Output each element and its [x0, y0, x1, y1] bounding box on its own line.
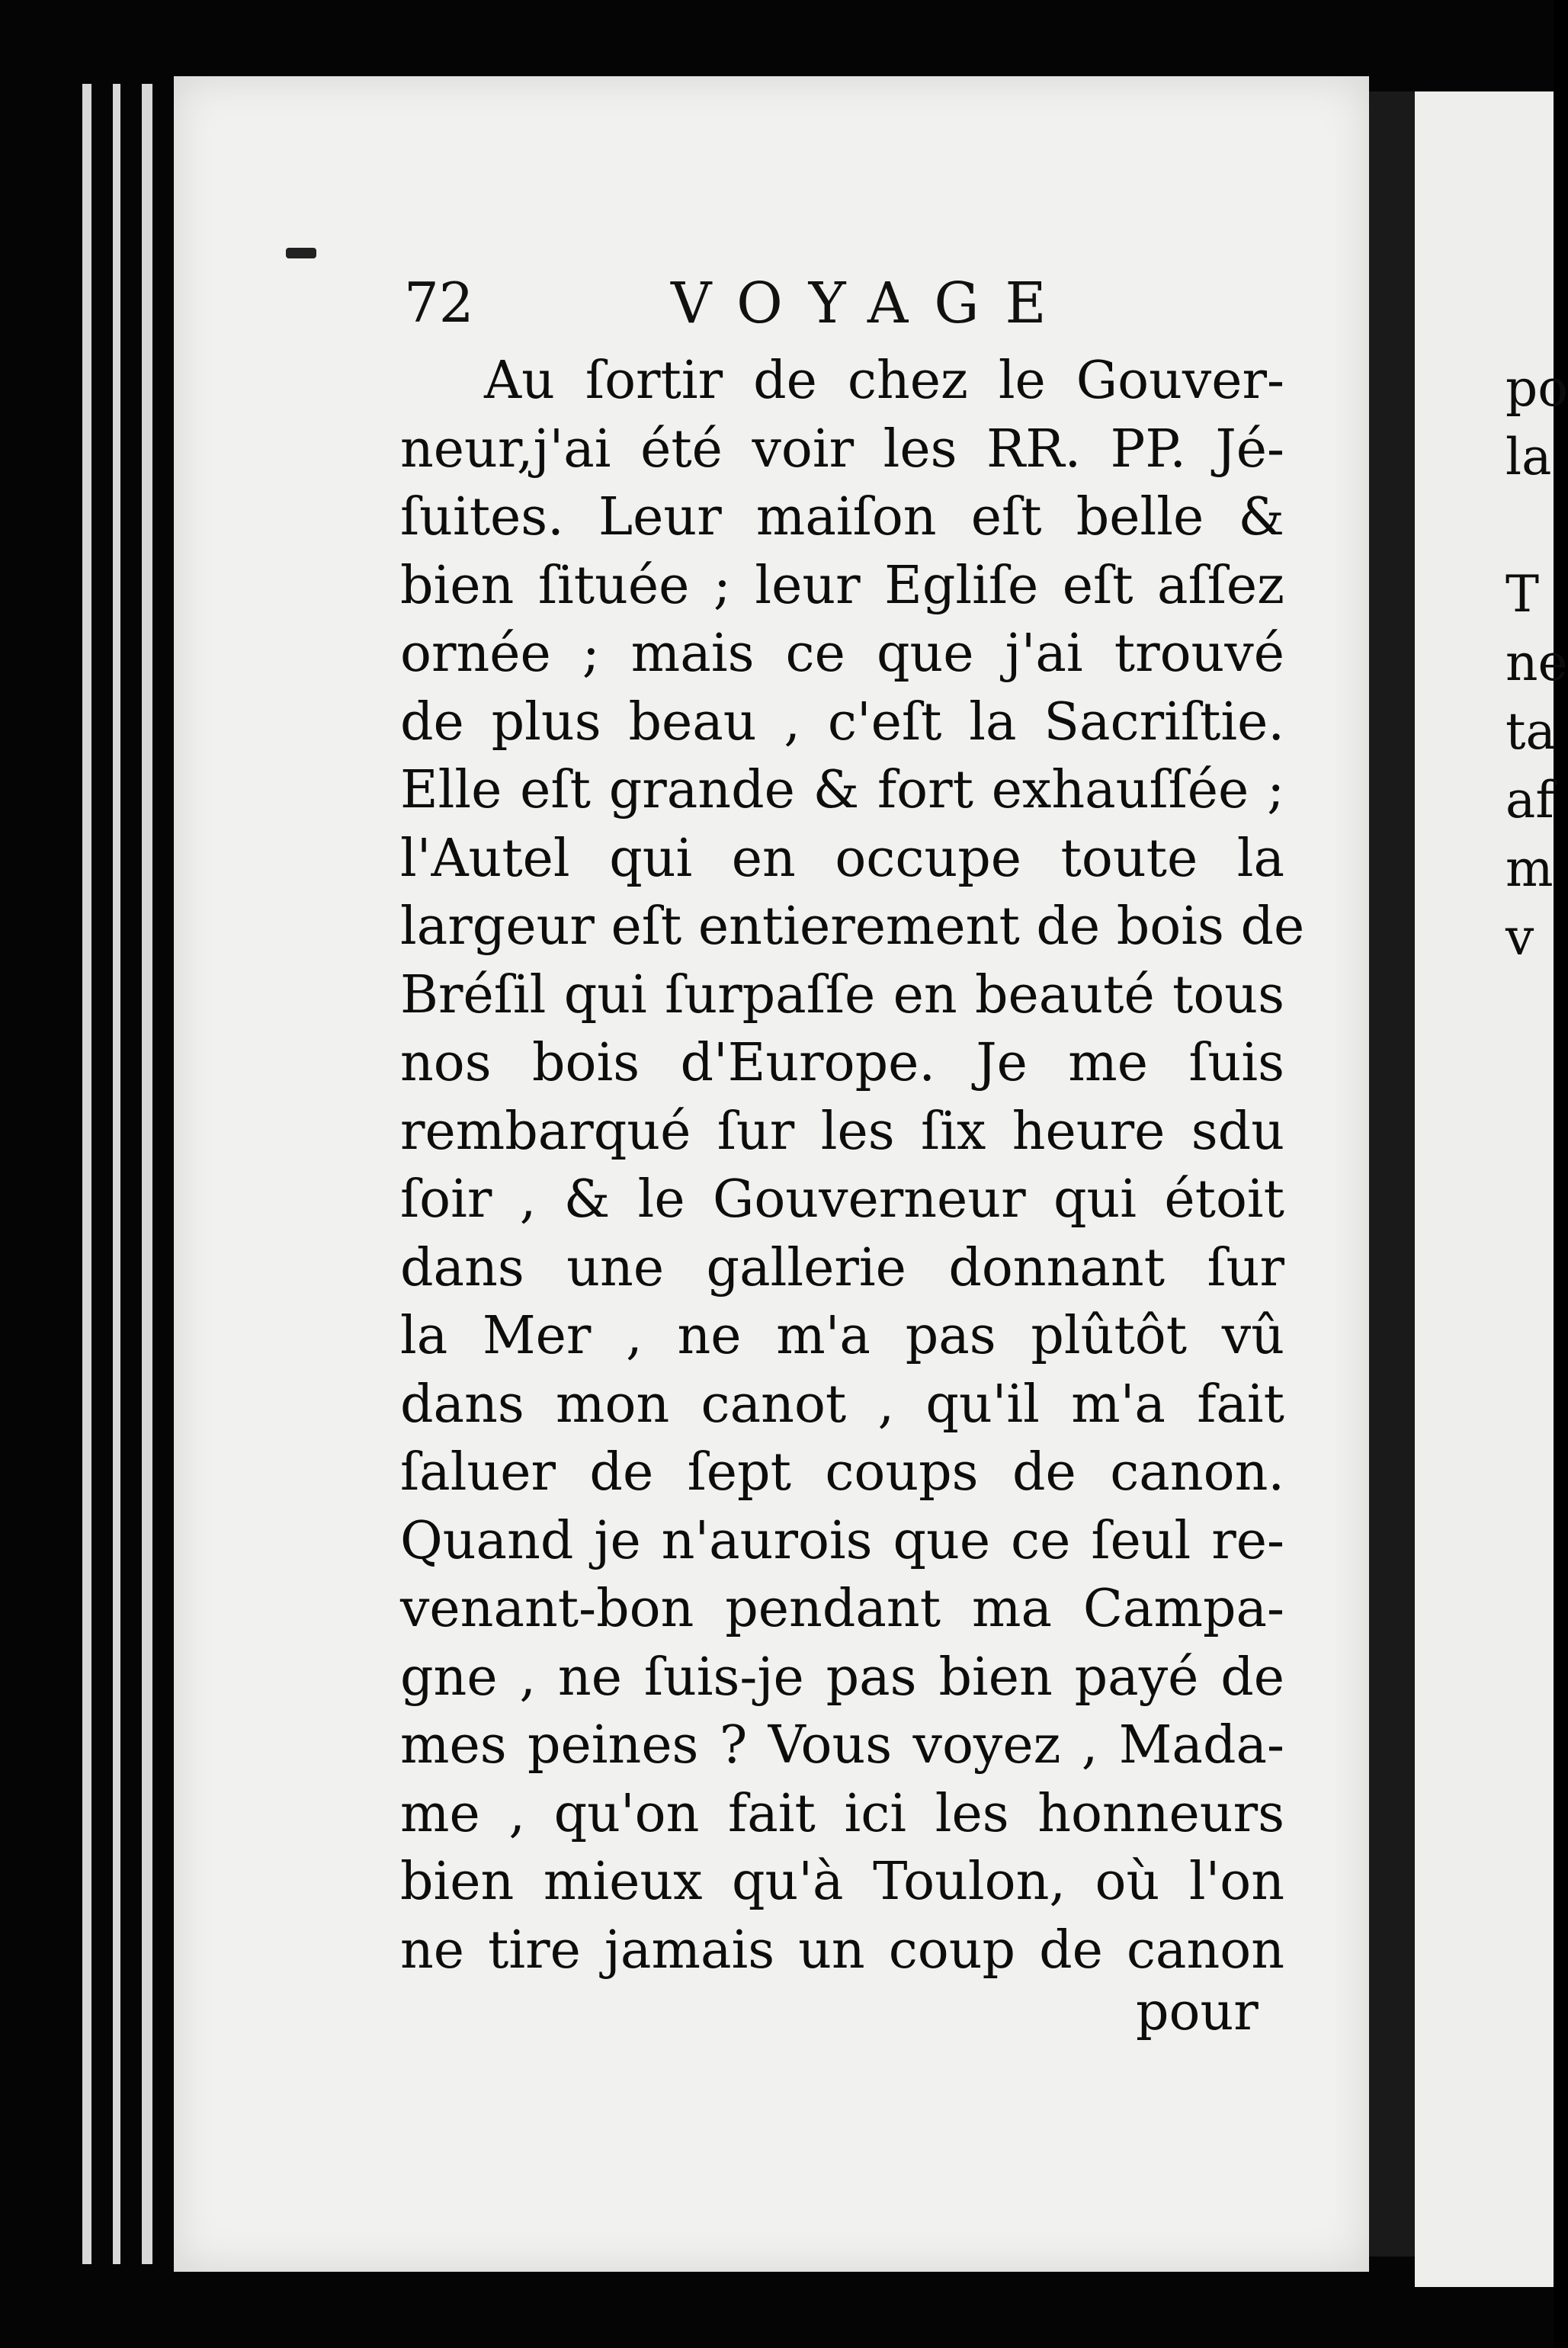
text-line: la Mer , ne m'a pas plûtôt vû	[400, 1306, 1284, 1366]
text-line: l'Autel qui en occupe toute la	[400, 828, 1284, 889]
text-line: dans mon canot , qu'il m'a fait	[400, 1374, 1284, 1435]
text-line: ne tire jamais un coup de canon	[400, 1920, 1284, 1981]
text-line: largeur eſt entierement de bois de	[400, 897, 1305, 957]
text-line: ſaluer de ſept coups de canon.	[400, 1442, 1284, 1503]
text-line: me , qu'on fait ici les honneurs	[400, 1783, 1284, 1844]
text-line: Elle eſt grande & fort exhauſſée ;	[400, 760, 1284, 820]
page-number: 72	[404, 271, 474, 335]
book-edge-stripe	[113, 84, 120, 2264]
text-line: mes peines ? Vous voyez , Mada-	[400, 1715, 1284, 1775]
text-line: Bréſil qui ſurpaſſe en beauté tous	[400, 964, 1284, 1025]
body-text	[400, 347, 1305, 1984]
text-line: venant-bon pendant ma Campa-	[400, 1579, 1284, 1639]
text-line: neur,j'ai été voir les RR. PP. Jé-	[400, 419, 1284, 480]
running-title: VOYAGE	[671, 271, 1073, 336]
page-gutter	[1369, 91, 1415, 2257]
text-line: ſuites. Leur maiſon eſt belle &	[400, 487, 1284, 547]
book-edge-stripe	[82, 84, 91, 2264]
text-line: bien mieux qu'à Toulon, où l'on	[400, 1852, 1284, 1912]
text-line: bien ſituée ; leur Egliſe eſt aſſez	[400, 555, 1284, 616]
text-line: nos bois d'Europe. Je me ſuis	[400, 1033, 1284, 1093]
text-line: de plus beau , c'eſt la Sacriſtie.	[400, 691, 1284, 752]
facing-page-fragment: m	[1505, 839, 1554, 898]
facing-page-fragment: af	[1505, 771, 1554, 829]
facing-page-fragment: ta	[1505, 702, 1556, 761]
text-line: ſoir , & le Gouverneur qui étoit	[400, 1169, 1284, 1230]
running-head	[404, 271, 1303, 354]
text-line: dans une gallerie donnant ſur	[400, 1237, 1284, 1298]
facing-page-fragment: la	[1505, 428, 1552, 486]
facing-page-fragment	[1505, 492, 1554, 560]
facing-page-fragment: ne	[1505, 634, 1568, 692]
facing-page-fragment: v	[1505, 908, 1534, 967]
text-line: Quand je n'aurois que ce ſeul re-	[400, 1510, 1284, 1571]
facing-page-fragments	[1505, 354, 1568, 972]
text-line: rembarqué ſur les ſix heure sdu	[400, 1101, 1284, 1162]
facing-page-fragment: T	[1505, 565, 1540, 624]
text-line: gne , ne ſuis-je pas bien payé de	[400, 1647, 1284, 1708]
ink-mark	[286, 248, 316, 258]
book-edge-stripe	[142, 84, 152, 2264]
facing-page-fragment: po	[1505, 359, 1568, 418]
text-line: ornée ; mais ce que j'ai trouvé	[400, 624, 1284, 684]
catchword: pour	[1136, 1982, 1259, 2042]
text-line: Au ſortir de chez le Gouver-	[484, 351, 1284, 411]
